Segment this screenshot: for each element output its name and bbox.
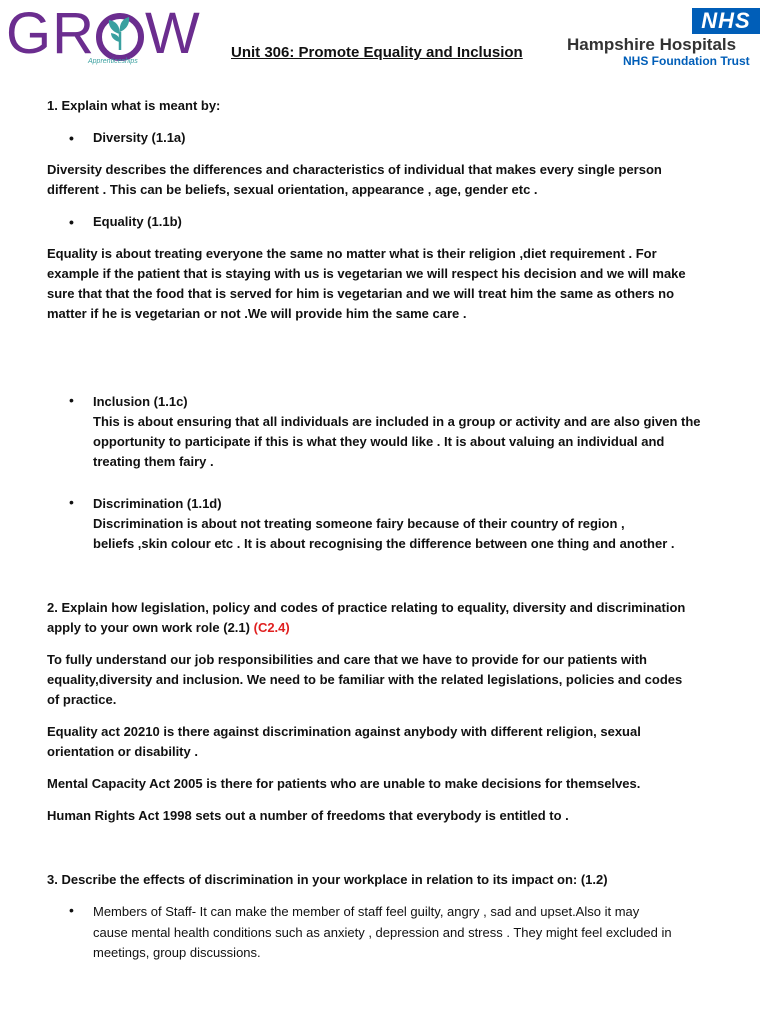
- text-line: Diversity describes the differences and characteristics of individual that makes every single person: [47, 162, 662, 177]
- q2-paragraph-1: [47, 650, 727, 710]
- text-line: Equality is about treating everyone the same no matter what is their religion ,diet requirement . For: [47, 246, 657, 261]
- text-line: different . This can be beliefs, sexual orientation, appearance , age, gender etc .: [47, 182, 538, 197]
- text-line: equality,diversity and inclusion. We need to be familiar with the related legislations, policies and codes: [47, 672, 683, 687]
- bullet-inclusion-label: • Inclusion (1.1c): [93, 394, 188, 409]
- page-title: Unit 306: Promote Equality and Inclusion: [231, 44, 523, 61]
- nhs-organisation-name: Hampshire Hospitals: [567, 35, 737, 54]
- nhs-logo-mark: NHS: [692, 8, 760, 34]
- sprout-icon: [94, 10, 146, 62]
- text-line: opportunity to participate if this is what they would like . It is about valuing an individual and: [93, 434, 665, 449]
- text-line: Discrimination is about not treating someone fairy because of their country of region ,: [93, 516, 625, 531]
- bullet-equality-label: • Equality (1.1b): [47, 212, 727, 232]
- q2-paragraph-3: Mental Capacity Act 2005 is there for patients who are unable to make decisions for themselves.: [47, 776, 641, 791]
- question-1-heading: 1. Explain what is meant by:: [47, 98, 221, 113]
- question-3-heading: 3. Describe the effects of discrimination in your workplace in relation to its impact on: (1.2): [47, 872, 608, 887]
- grow-wordmark-left: GR: [6, 1, 95, 66]
- grow-apprenticeships-logo: [6, 1, 211, 68]
- text-line: To fully understand our job responsibilities and care that we have to provide for our patients with: [47, 652, 647, 667]
- criteria-reference: (C2.4): [253, 620, 290, 635]
- text-line: cause mental health conditions such as anxiety , depression and stress . They might feel excluded in: [93, 924, 672, 940]
- text-line: treating them fairy .: [93, 454, 214, 469]
- bullet-discrimination-label: • Discrimination (1.1d): [93, 496, 222, 511]
- text-line: matter if he is vegetarian or not .We will provide him the same care .: [47, 306, 467, 321]
- bullet-diversity-label: • Diversity (1.1a): [47, 128, 727, 148]
- text-line: sure that that the food that is served for him is vegetarian and we will treat him the same as others no: [47, 286, 675, 301]
- text-line: beliefs ,skin colour etc . It is about recognising the difference between one thing and another .: [93, 536, 675, 551]
- text-line: example if the patient that is staying with us is vegetarian we will respect his decision and we will make: [47, 266, 686, 281]
- text-line: • Members of Staff- It can make the member of staff feel guilty, angry , sad and upset.Also it may: [93, 904, 640, 919]
- text-line: of practice.: [47, 692, 117, 707]
- diversity-answer: [47, 160, 727, 200]
- question-2-heading-line2: [47, 618, 727, 638]
- grow-wordmark-right: W: [145, 1, 201, 66]
- text-line: Equality act 20210 is there against discrimination against anybody with different religion, sexual: [47, 724, 641, 739]
- inclusion-item: [47, 392, 727, 472]
- equality-answer: [47, 244, 727, 324]
- question-2-heading-text: apply to your own work role (2.1): [47, 620, 250, 635]
- q2-paragraph-2: [47, 722, 727, 762]
- q2-paragraph-4: Human Rights Act 1998 sets out a number of freedoms that everybody is entitled to .: [47, 808, 569, 823]
- document-body: [47, 96, 727, 964]
- nhs-trust-name: NHS Foundation Trust: [623, 54, 750, 68]
- discrimination-item: [47, 494, 727, 554]
- grow-subtitle: Apprenticeships: [88, 58, 138, 65]
- text-line: This is about ensuring that all individuals are included in a group or activity and are also given the: [93, 414, 701, 429]
- staff-impact-item: [47, 902, 727, 964]
- text-line: orientation or disability .: [47, 744, 198, 759]
- text-line: meetings, group discussions.: [93, 945, 261, 960]
- nhs-hampshire-logo: [560, 8, 768, 68]
- question-2-heading-line1: 2. Explain how legislation, policy and codes of practice relating to equality, diversity and discrimination: [47, 600, 686, 615]
